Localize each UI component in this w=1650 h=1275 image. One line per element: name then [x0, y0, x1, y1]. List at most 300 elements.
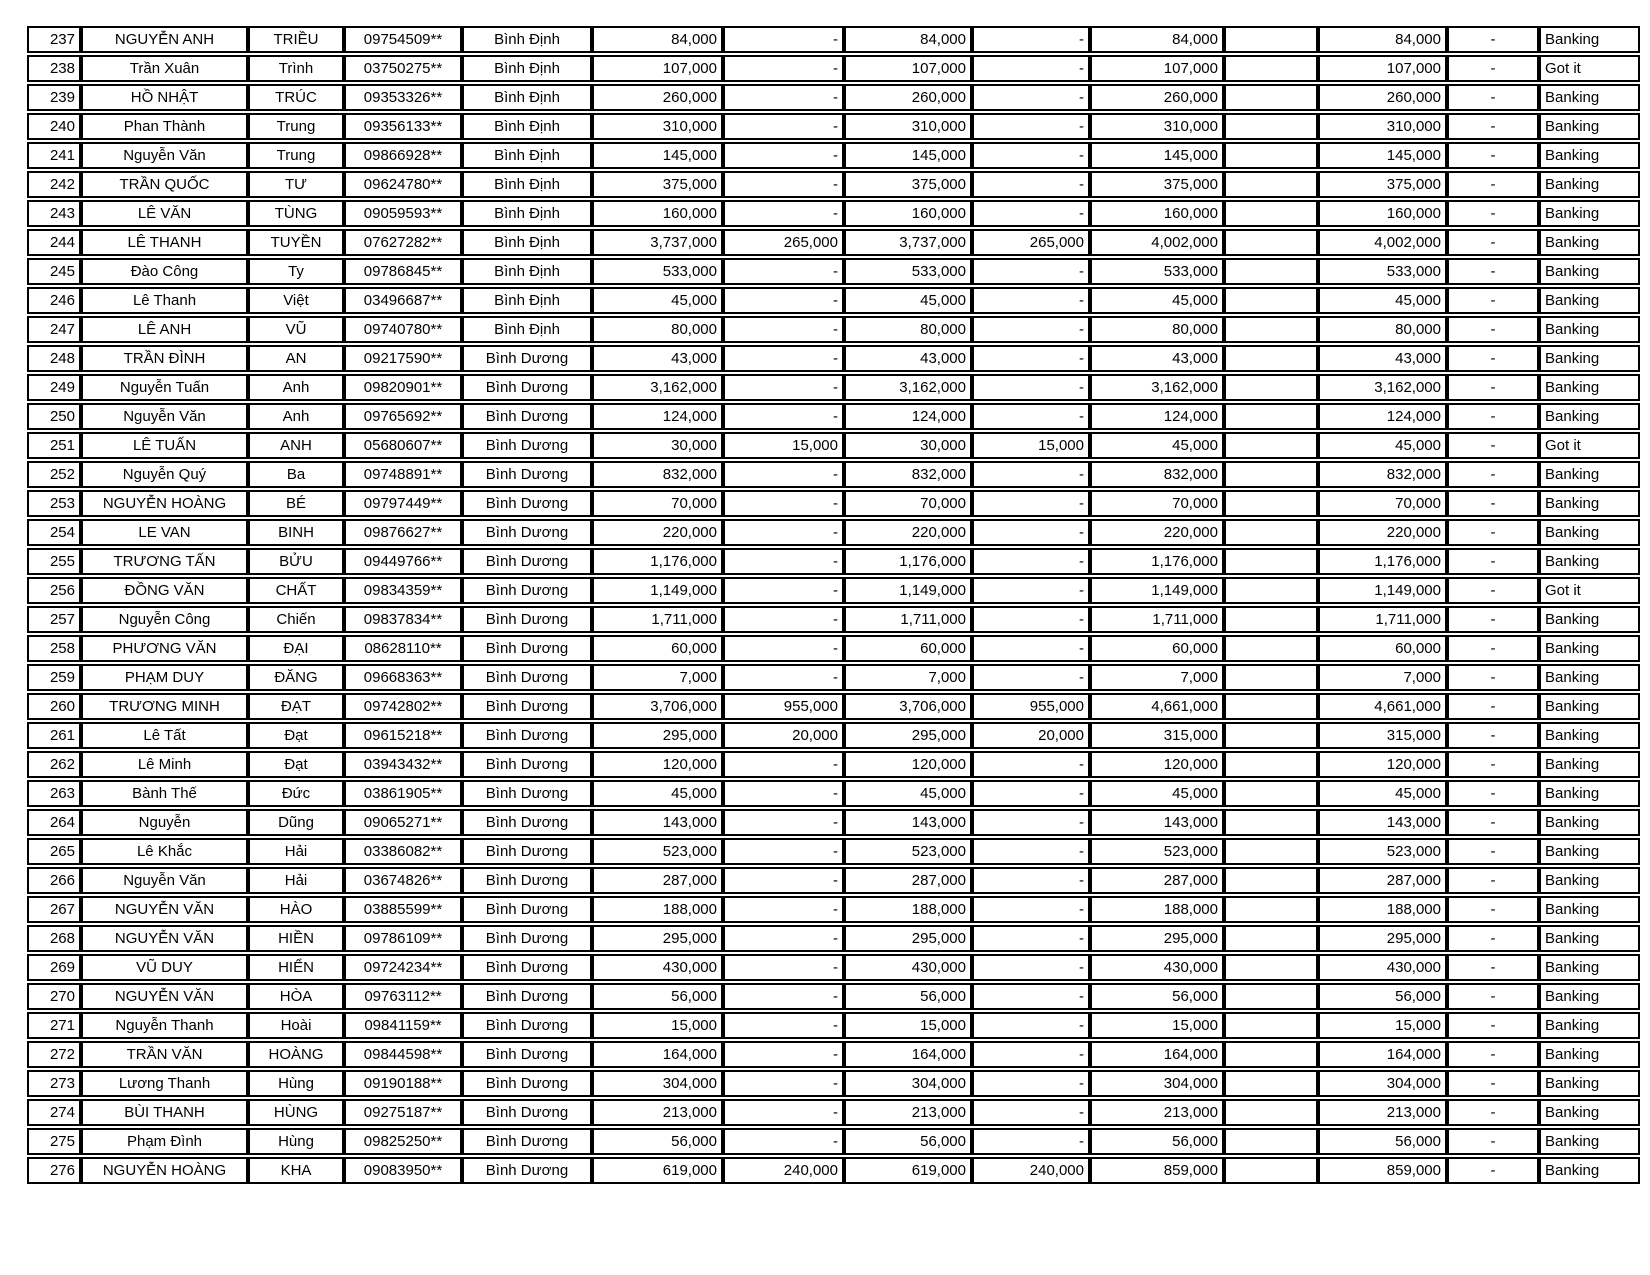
cell-dash: - — [1447, 838, 1539, 865]
table-row — [27, 606, 1640, 633]
cell-amount-2: - — [723, 258, 844, 285]
cell-last-name: TƯ — [248, 171, 344, 198]
cell-province: Bình Dương — [462, 664, 592, 691]
cell-amount-4: - — [972, 1128, 1090, 1155]
cell-amount-3: 1,711,000 — [844, 606, 972, 633]
cell-total-1: 1,149,000 — [1090, 577, 1224, 604]
cell-dash: - — [1447, 113, 1539, 140]
cell-amount-3: 80,000 — [844, 316, 972, 343]
cell-total-1: 45,000 — [1090, 780, 1224, 807]
cell-amount-3: 523,000 — [844, 838, 972, 865]
cell-status: Banking — [1539, 809, 1640, 836]
cell-province: Bình Định — [462, 316, 592, 343]
cell-first-name: Trần Xuân — [81, 55, 248, 82]
cell-last-name: Đạt — [248, 722, 344, 749]
cell-total-2: 3,162,000 — [1318, 374, 1447, 401]
cell-last-name: ĐĂNG — [248, 664, 344, 691]
cell-total-1: 45,000 — [1090, 432, 1224, 459]
cell-total-2: 1,149,000 — [1318, 577, 1447, 604]
cell-phone: 09742802** — [344, 693, 462, 720]
cell-total-1: 375,000 — [1090, 171, 1224, 198]
cell-spacer — [1224, 606, 1318, 633]
cell-status: Banking — [1539, 606, 1640, 633]
cell-first-name: Phạm Đình — [81, 1128, 248, 1155]
table-row — [27, 403, 1640, 430]
cell-first-name: Nguyễn Tuấn — [81, 374, 248, 401]
cell-row-number: 241 — [27, 142, 81, 169]
cell-status: Banking — [1539, 258, 1640, 285]
cell-amount-2: - — [723, 490, 844, 517]
cell-status: Banking — [1539, 316, 1640, 343]
cell-amount-4: - — [972, 606, 1090, 633]
cell-phone: 09275187** — [344, 1099, 462, 1126]
cell-last-name: VŨ — [248, 316, 344, 343]
cell-status: Banking — [1539, 867, 1640, 894]
cell-province: Bình Định — [462, 258, 592, 285]
cell-total-2: 15,000 — [1318, 1012, 1447, 1039]
table-row — [27, 55, 1640, 82]
cell-amount-1: 310,000 — [592, 113, 723, 140]
cell-amount-1: 124,000 — [592, 403, 723, 430]
table-row — [27, 780, 1640, 807]
cell-total-1: 3,162,000 — [1090, 374, 1224, 401]
cell-total-1: 80,000 — [1090, 316, 1224, 343]
cell-row-number: 263 — [27, 780, 81, 807]
cell-total-2: 375,000 — [1318, 171, 1447, 198]
cell-phone: 03885599** — [344, 896, 462, 923]
cell-province: Bình Định — [462, 171, 592, 198]
cell-amount-2: 15,000 — [723, 432, 844, 459]
cell-amount-1: 160,000 — [592, 200, 723, 227]
cell-total-2: 1,711,000 — [1318, 606, 1447, 633]
cell-total-1: 84,000 — [1090, 26, 1224, 53]
cell-amount-3: 533,000 — [844, 258, 972, 285]
cell-first-name: TRẦN VĂN — [81, 1041, 248, 1068]
cell-row-number: 237 — [27, 26, 81, 53]
cell-phone: 03750275** — [344, 55, 462, 82]
cell-amount-3: 832,000 — [844, 461, 972, 488]
cell-total-1: 4,002,000 — [1090, 229, 1224, 256]
cell-total-2: 45,000 — [1318, 432, 1447, 459]
cell-dash: - — [1447, 229, 1539, 256]
cell-dash: - — [1447, 258, 1539, 285]
cell-total-2: 160,000 — [1318, 200, 1447, 227]
cell-total-1: 430,000 — [1090, 954, 1224, 981]
cell-province: Bình Dương — [462, 1099, 592, 1126]
cell-amount-2: - — [723, 925, 844, 952]
cell-status: Banking — [1539, 1041, 1640, 1068]
cell-first-name: HỒ NHẬT — [81, 84, 248, 111]
table-row — [27, 867, 1640, 894]
cell-dash: - — [1447, 200, 1539, 227]
cell-phone: 09353326** — [344, 84, 462, 111]
cell-status: Banking — [1539, 84, 1640, 111]
cell-amount-4: - — [972, 1099, 1090, 1126]
cell-last-name: HIỀN — [248, 925, 344, 952]
cell-dash: - — [1447, 490, 1539, 517]
cell-first-name: ĐỒNG VĂN — [81, 577, 248, 604]
cell-amount-4: - — [972, 1041, 1090, 1068]
cell-amount-4: 265,000 — [972, 229, 1090, 256]
cell-spacer — [1224, 461, 1318, 488]
cell-province: Bình Định — [462, 55, 592, 82]
cell-amount-1: 619,000 — [592, 1157, 723, 1184]
cell-dash: - — [1447, 664, 1539, 691]
cell-first-name: TRƯƠNG MINH — [81, 693, 248, 720]
cell-status: Banking — [1539, 374, 1640, 401]
cell-status: Banking — [1539, 200, 1640, 227]
cell-total-1: 56,000 — [1090, 983, 1224, 1010]
cell-total-2: 7,000 — [1318, 664, 1447, 691]
cell-amount-4: - — [972, 838, 1090, 865]
cell-spacer — [1224, 780, 1318, 807]
cell-status: Banking — [1539, 26, 1640, 53]
cell-dash: - — [1447, 1099, 1539, 1126]
table-row — [27, 316, 1640, 343]
cell-dash: - — [1447, 432, 1539, 459]
table-row — [27, 1041, 1640, 1068]
cell-amount-2: - — [723, 751, 844, 778]
cell-spacer — [1224, 693, 1318, 720]
cell-spacer — [1224, 432, 1318, 459]
cell-row-number: 252 — [27, 461, 81, 488]
cell-last-name: HÀO — [248, 896, 344, 923]
cell-spacer — [1224, 200, 1318, 227]
cell-spacer — [1224, 84, 1318, 111]
cell-total-2: 124,000 — [1318, 403, 1447, 430]
cell-row-number: 256 — [27, 577, 81, 604]
cell-amount-1: 15,000 — [592, 1012, 723, 1039]
cell-first-name: Lê Thanh — [81, 287, 248, 314]
cell-dash: - — [1447, 55, 1539, 82]
cell-amount-4: 20,000 — [972, 722, 1090, 749]
cell-amount-3: 164,000 — [844, 1041, 972, 1068]
cell-amount-2: - — [723, 84, 844, 111]
cell-dash: - — [1447, 1070, 1539, 1097]
cell-amount-2: - — [723, 838, 844, 865]
cell-province: Bình Định — [462, 113, 592, 140]
cell-amount-4: - — [972, 403, 1090, 430]
cell-phone: 09834359** — [344, 577, 462, 604]
cell-phone: 09786845** — [344, 258, 462, 285]
cell-first-name: Phan Thành — [81, 113, 248, 140]
cell-amount-3: 220,000 — [844, 519, 972, 546]
cell-first-name: Nguyễn Văn — [81, 142, 248, 169]
cell-phone: 09190188** — [344, 1070, 462, 1097]
cell-row-number: 265 — [27, 838, 81, 865]
cell-spacer — [1224, 751, 1318, 778]
cell-phone: 03861905** — [344, 780, 462, 807]
cell-province: Bình Dương — [462, 403, 592, 430]
cell-first-name: Lương Thanh — [81, 1070, 248, 1097]
cell-row-number: 239 — [27, 84, 81, 111]
cell-status: Banking — [1539, 345, 1640, 372]
cell-status: Banking — [1539, 519, 1640, 546]
cell-dash: - — [1447, 316, 1539, 343]
table-row — [27, 809, 1640, 836]
cell-amount-2: - — [723, 809, 844, 836]
cell-row-number: 248 — [27, 345, 81, 372]
cell-total-1: 295,000 — [1090, 925, 1224, 952]
cell-total-2: 1,176,000 — [1318, 548, 1447, 575]
cell-status: Banking — [1539, 925, 1640, 952]
cell-phone: 09740780** — [344, 316, 462, 343]
cell-total-2: 45,000 — [1318, 780, 1447, 807]
cell-last-name: ĐẠT — [248, 693, 344, 720]
cell-dash: - — [1447, 867, 1539, 894]
cell-phone: 09217590** — [344, 345, 462, 372]
cell-spacer — [1224, 374, 1318, 401]
cell-spacer — [1224, 954, 1318, 981]
cell-first-name: NGUYỄN HOÀNG — [81, 1157, 248, 1184]
cell-province: Bình Dương — [462, 722, 592, 749]
cell-row-number: 268 — [27, 925, 81, 952]
cell-amount-1: 56,000 — [592, 1128, 723, 1155]
cell-dash: - — [1447, 693, 1539, 720]
cell-total-2: 430,000 — [1318, 954, 1447, 981]
cell-amount-3: 145,000 — [844, 142, 972, 169]
cell-spacer — [1224, 55, 1318, 82]
cell-dash: - — [1447, 751, 1539, 778]
cell-amount-4: - — [972, 983, 1090, 1010]
cell-province: Bình Định — [462, 229, 592, 256]
cell-dash: - — [1447, 461, 1539, 488]
cell-total-2: 56,000 — [1318, 1128, 1447, 1155]
cell-total-1: 43,000 — [1090, 345, 1224, 372]
table-row — [27, 896, 1640, 923]
cell-total-1: 164,000 — [1090, 1041, 1224, 1068]
cell-amount-2: - — [723, 55, 844, 82]
cell-amount-3: 310,000 — [844, 113, 972, 140]
table-row — [27, 287, 1640, 314]
cell-total-2: 145,000 — [1318, 142, 1447, 169]
cell-row-number: 267 — [27, 896, 81, 923]
table-row — [27, 983, 1640, 1010]
cell-amount-4: - — [972, 867, 1090, 894]
cell-phone: 09724234** — [344, 954, 462, 981]
cell-amount-3: 120,000 — [844, 751, 972, 778]
cell-dash: - — [1447, 896, 1539, 923]
cell-last-name: Chiến — [248, 606, 344, 633]
cell-amount-3: 45,000 — [844, 780, 972, 807]
cell-province: Bình Định — [462, 200, 592, 227]
table-row — [27, 1070, 1640, 1097]
cell-amount-4: - — [972, 171, 1090, 198]
cell-amount-1: 523,000 — [592, 838, 723, 865]
cell-first-name: Lê Tất — [81, 722, 248, 749]
cell-last-name: Trình — [248, 55, 344, 82]
cell-total-2: 310,000 — [1318, 113, 1447, 140]
cell-total-2: 832,000 — [1318, 461, 1447, 488]
cell-last-name: Trung — [248, 142, 344, 169]
table-row — [27, 925, 1640, 952]
cell-amount-1: 70,000 — [592, 490, 723, 517]
cell-amount-4: - — [972, 84, 1090, 111]
cell-status: Banking — [1539, 780, 1640, 807]
cell-total-1: 310,000 — [1090, 113, 1224, 140]
cell-total-1: 832,000 — [1090, 461, 1224, 488]
cell-phone: 09866928** — [344, 142, 462, 169]
cell-amount-3: 213,000 — [844, 1099, 972, 1126]
cell-first-name: TRẦN ĐÌNH — [81, 345, 248, 372]
cell-total-1: 1,711,000 — [1090, 606, 1224, 633]
cell-status: Banking — [1539, 461, 1640, 488]
cell-status: Banking — [1539, 693, 1640, 720]
cell-amount-2: - — [723, 345, 844, 372]
cell-last-name: Hải — [248, 867, 344, 894]
cell-amount-2: - — [723, 26, 844, 53]
cell-amount-4: - — [972, 490, 1090, 517]
cell-total-1: 56,000 — [1090, 1128, 1224, 1155]
cell-row-number: 251 — [27, 432, 81, 459]
cell-phone: 08628110** — [344, 635, 462, 662]
cell-row-number: 257 — [27, 606, 81, 633]
cell-amount-3: 56,000 — [844, 983, 972, 1010]
cell-phone: 03386082** — [344, 838, 462, 865]
cell-dash: - — [1447, 1128, 1539, 1155]
cell-dash: - — [1447, 1041, 1539, 1068]
cell-total-1: 213,000 — [1090, 1099, 1224, 1126]
cell-amount-1: 84,000 — [592, 26, 723, 53]
cell-amount-2: - — [723, 1099, 844, 1126]
cell-amount-2: 955,000 — [723, 693, 844, 720]
cell-amount-3: 3,706,000 — [844, 693, 972, 720]
table-row — [27, 1099, 1640, 1126]
cell-row-number: 266 — [27, 867, 81, 894]
cell-last-name: Anh — [248, 374, 344, 401]
cell-total-1: 107,000 — [1090, 55, 1224, 82]
cell-amount-1: 1,711,000 — [592, 606, 723, 633]
cell-row-number: 253 — [27, 490, 81, 517]
cell-amount-2: - — [723, 606, 844, 633]
cell-spacer — [1224, 26, 1318, 53]
cell-amount-3: 60,000 — [844, 635, 972, 662]
cell-first-name: Nguyễn Quý — [81, 461, 248, 488]
cell-total-1: 70,000 — [1090, 490, 1224, 517]
cell-total-2: 523,000 — [1318, 838, 1447, 865]
cell-province: Bình Định — [462, 26, 592, 53]
cell-amount-1: 60,000 — [592, 635, 723, 662]
cell-amount-2: - — [723, 403, 844, 430]
cell-row-number: 247 — [27, 316, 81, 343]
cell-spacer — [1224, 809, 1318, 836]
cell-total-1: 60,000 — [1090, 635, 1224, 662]
cell-total-2: 287,000 — [1318, 867, 1447, 894]
cell-amount-4: 240,000 — [972, 1157, 1090, 1184]
cell-spacer — [1224, 925, 1318, 952]
table-row — [27, 142, 1640, 169]
cell-last-name: Ty — [248, 258, 344, 285]
cell-last-name: Dũng — [248, 809, 344, 836]
cell-dash: - — [1447, 26, 1539, 53]
cell-first-name: Nguyễn Văn — [81, 403, 248, 430]
cell-province: Bình Định — [462, 142, 592, 169]
cell-amount-3: 143,000 — [844, 809, 972, 836]
cell-amount-4: - — [972, 461, 1090, 488]
cell-spacer — [1224, 896, 1318, 923]
cell-amount-3: 188,000 — [844, 896, 972, 923]
cell-amount-2: - — [723, 896, 844, 923]
cell-spacer — [1224, 1099, 1318, 1126]
cell-amount-4: - — [972, 113, 1090, 140]
cell-amount-4: - — [972, 374, 1090, 401]
cell-first-name: NGUYỄN VĂN — [81, 925, 248, 952]
cell-dash: - — [1447, 954, 1539, 981]
cell-first-name: Nguyễn Văn — [81, 867, 248, 894]
cell-province: Bình Dương — [462, 635, 592, 662]
cell-total-1: 45,000 — [1090, 287, 1224, 314]
table-row — [27, 113, 1640, 140]
table-row — [27, 1012, 1640, 1039]
cell-amount-2: 240,000 — [723, 1157, 844, 1184]
cell-row-number: 264 — [27, 809, 81, 836]
cell-first-name: NGUYỄN VĂN — [81, 983, 248, 1010]
cell-total-2: 45,000 — [1318, 287, 1447, 314]
cell-total-1: 4,661,000 — [1090, 693, 1224, 720]
cell-total-2: 143,000 — [1318, 809, 1447, 836]
cell-status: Banking — [1539, 635, 1640, 662]
cell-spacer — [1224, 229, 1318, 256]
cell-amount-1: 430,000 — [592, 954, 723, 981]
cell-spacer — [1224, 1041, 1318, 1068]
cell-phone: 09763112** — [344, 983, 462, 1010]
cell-spacer — [1224, 345, 1318, 372]
cell-amount-1: 1,149,000 — [592, 577, 723, 604]
cell-status: Banking — [1539, 229, 1640, 256]
cell-phone: 09356133** — [344, 113, 462, 140]
table-row — [27, 432, 1640, 459]
cell-last-name: Ba — [248, 461, 344, 488]
cell-amount-1: 164,000 — [592, 1041, 723, 1068]
cell-amount-1: 45,000 — [592, 780, 723, 807]
cell-dash: - — [1447, 722, 1539, 749]
cell-first-name: Nguyễn Công — [81, 606, 248, 633]
cell-province: Bình Dương — [462, 374, 592, 401]
cell-province: Bình Dương — [462, 867, 592, 894]
cell-amount-3: 1,149,000 — [844, 577, 972, 604]
cell-amount-2: - — [723, 577, 844, 604]
cell-first-name: LÊ THANH — [81, 229, 248, 256]
cell-last-name: TRÚC — [248, 84, 344, 111]
cell-amount-2: - — [723, 519, 844, 546]
table-row — [27, 722, 1640, 749]
cell-amount-1: 120,000 — [592, 751, 723, 778]
cell-amount-1: 3,706,000 — [592, 693, 723, 720]
cell-first-name: VŨ DUY — [81, 954, 248, 981]
cell-spacer — [1224, 113, 1318, 140]
cell-status: Banking — [1539, 1012, 1640, 1039]
cell-amount-2: - — [723, 287, 844, 314]
cell-dash: - — [1447, 84, 1539, 111]
cell-first-name: NGUYỄN HOÀNG — [81, 490, 248, 517]
cell-status: Banking — [1539, 403, 1640, 430]
cell-dash: - — [1447, 1012, 1539, 1039]
cell-amount-2: - — [723, 461, 844, 488]
table-row — [27, 577, 1640, 604]
table-row — [27, 490, 1640, 517]
cell-total-2: 4,661,000 — [1318, 693, 1447, 720]
cell-total-2: 220,000 — [1318, 519, 1447, 546]
cell-total-1: 188,000 — [1090, 896, 1224, 923]
cell-row-number: 273 — [27, 1070, 81, 1097]
cell-amount-4: - — [972, 200, 1090, 227]
cell-amount-1: 287,000 — [592, 867, 723, 894]
cell-amount-3: 56,000 — [844, 1128, 972, 1155]
cell-row-number: 271 — [27, 1012, 81, 1039]
cell-amount-2: - — [723, 316, 844, 343]
cell-phone: 07627282** — [344, 229, 462, 256]
cell-province: Bình Dương — [462, 780, 592, 807]
